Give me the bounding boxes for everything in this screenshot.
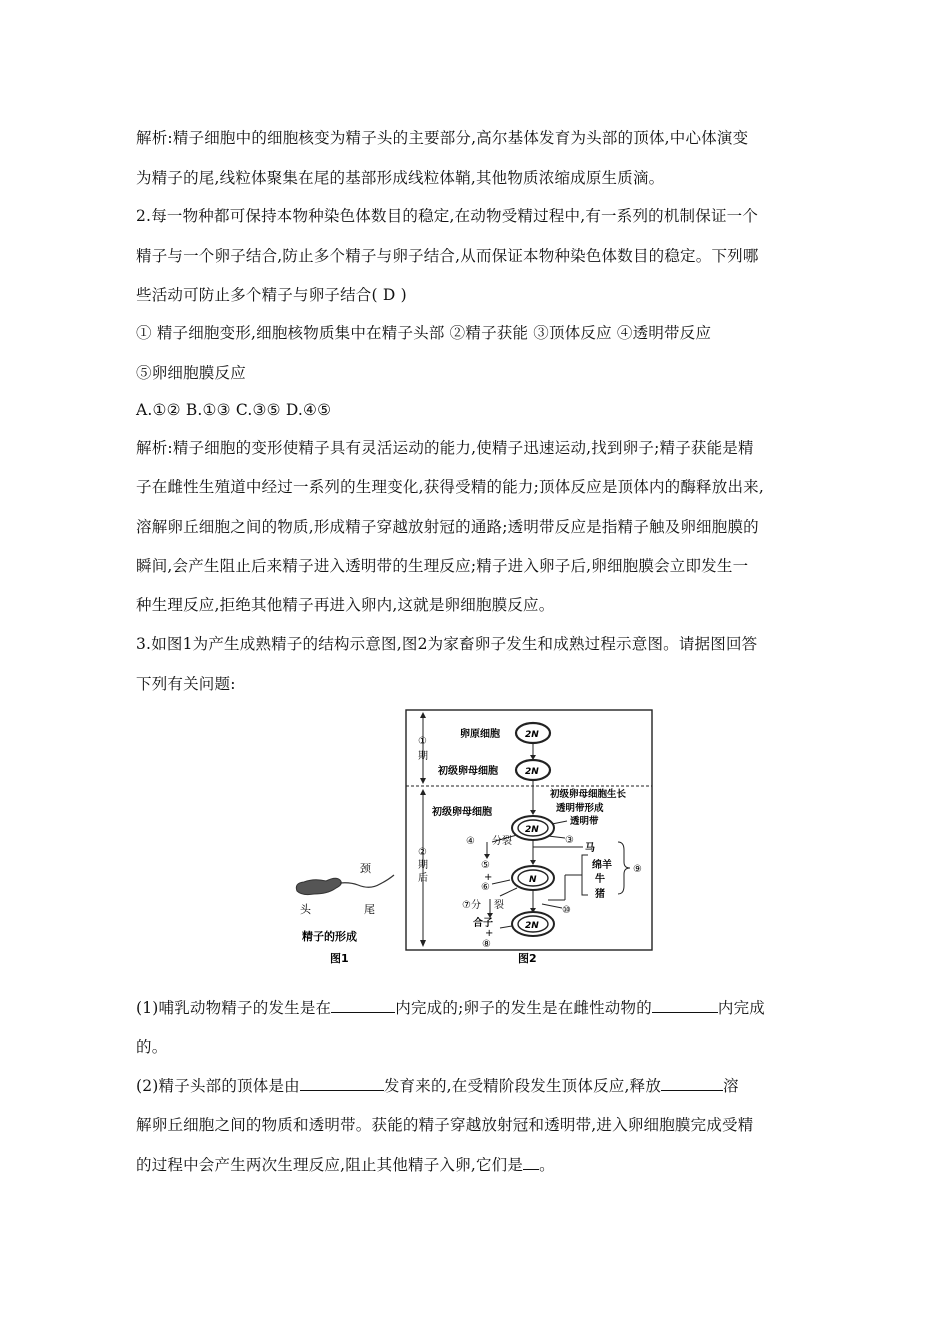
figure2-label: 图2	[518, 952, 537, 965]
figure1-label: 图1	[330, 952, 349, 965]
answer-blank	[652, 998, 718, 1013]
question-2-end: 的过程中会产生两次生理反应,阻止其他精子入卵,它们是 。	[136, 1156, 555, 1174]
figure-label: 马	[585, 843, 595, 854]
figure-label: 猪	[595, 889, 605, 900]
figure-label: +	[485, 928, 494, 939]
answer-blank	[300, 1076, 384, 1091]
text-line: 为精子的尾,线粒体聚集在尾的基部形成线粒体鞘,其他物质浓缩成原生质滴。	[136, 169, 665, 187]
answer-blank	[661, 1076, 723, 1091]
figure-label: 2N	[525, 767, 539, 777]
figure-label: 2N	[525, 825, 539, 835]
figure-label: 绵羊	[592, 860, 612, 871]
figure-label: 裂	[494, 900, 504, 911]
figure	[280, 700, 660, 975]
figure-label: 合子	[473, 918, 493, 929]
text-line: A.①② B.①③ C.③⑤ D.④⑤	[136, 401, 332, 419]
text-line: 3.如图1为产生成熟精子的结构示意图,图2为家畜卵子发生和成熟过程示意图。请据图回答	[136, 635, 758, 653]
text-line: 瞬间,会产生阻止后来精子进入透明带的生理反应;精子进入卵子后,卵细胞膜会立即发生一	[136, 557, 749, 575]
figure-label: 后	[418, 873, 428, 884]
figure-label: ③	[565, 835, 574, 846]
figure-label: ⑤	[481, 860, 490, 871]
text-line: 的。	[136, 1038, 168, 1056]
text-line: 子在雌性生殖道中经过一系列的生理变化,获得受精的能力;顶体反应是顶体内的酶释放出来,	[136, 478, 764, 496]
text-line: ① 精子细胞变形,细胞核物质集中在精子头部 ②精子获能 ③顶体反应 ④透明带反应	[136, 324, 712, 342]
figure-label: 2N	[525, 921, 539, 931]
text-line: 精子与一个卵子结合,防止多个精子与卵子结合,从而保证本物种染色体数目的稳定。下列哪	[136, 247, 759, 265]
figure-label: N	[529, 875, 537, 885]
figure1-sperm	[296, 862, 394, 965]
figure-label: 透明带	[570, 816, 599, 827]
figure-label: +	[484, 872, 493, 883]
figure-label: 初级卵母细胞	[432, 807, 492, 818]
figure-label: 期	[418, 751, 428, 762]
question-2: (2)精子头部的顶体是由 发育来的,在受精阶段发生顶体反应,释放 溶	[136, 1077, 739, 1095]
figure-label: ②	[418, 847, 427, 858]
text-line: 下列有关问题:	[136, 675, 236, 693]
text-line: 种生理反应,拒绝其他精子再进入卵内,这就是卵细胞膜反应。	[136, 596, 555, 614]
figure-label: ⑩	[562, 905, 571, 916]
figure-label: 2N	[525, 730, 539, 740]
figure-label: ⑧	[482, 939, 491, 950]
text-line: 解卵丘细胞之间的物质和透明带。获能的精子穿越放射冠和透明带,进入卵细胞膜完成受精	[136, 1116, 754, 1134]
figure-label: 初级卵母细胞生长	[550, 789, 627, 800]
figure-label: ⑥	[481, 882, 490, 893]
figure-label: ④	[466, 836, 475, 847]
figure1-caption: 精子的形成	[302, 930, 357, 943]
figure-label: ⑦分	[462, 900, 481, 911]
figure-label: 卵原细胞	[460, 729, 500, 740]
text-line: 解析:精子细胞中的细胞核变为精子头的主要部分,高尔基体发育为头部的顶体,中心体演变	[136, 129, 749, 147]
figure2-diagram	[406, 710, 652, 965]
text-line: ⑤卵细胞膜反应	[136, 364, 246, 382]
figure-label: 透明带形成	[556, 803, 604, 814]
text-line: 溶解卵丘细胞之间的物质,形成精子穿越放射冠的通路;透明带反应是指精子触及卵细胞膜的	[136, 518, 759, 536]
answer-blank	[331, 998, 395, 1013]
head-label: 头	[300, 903, 311, 916]
text-line: 些活动可防止多个精子与卵子结合( D )	[136, 286, 407, 304]
text-line: 解析:精子细胞的变形使精子具有灵活运动的能力,使精子迅速运动,找到卵子;精子获能是精	[136, 439, 754, 457]
question-1: (1)哺乳动物精子的发生是在 内完成的;卵子的发生是在雌性动物的 内完成	[136, 999, 765, 1017]
figure-label: 初级卵母细胞	[438, 766, 498, 777]
neck-label: 颈	[360, 862, 371, 875]
tail-label: 尾	[364, 903, 375, 916]
answer-blank	[523, 1155, 539, 1170]
text-line: 2.每一物种都可保持本物种染色体数目的稳定,在动物受精过程中,有一系列的机制保证一个	[136, 207, 759, 225]
figure-label: ①	[418, 736, 427, 747]
figure-label: ⑨	[633, 864, 642, 875]
figure-label: 牛	[595, 874, 605, 885]
figure-label: 分裂	[492, 836, 512, 847]
figure-label: 期	[418, 860, 428, 871]
